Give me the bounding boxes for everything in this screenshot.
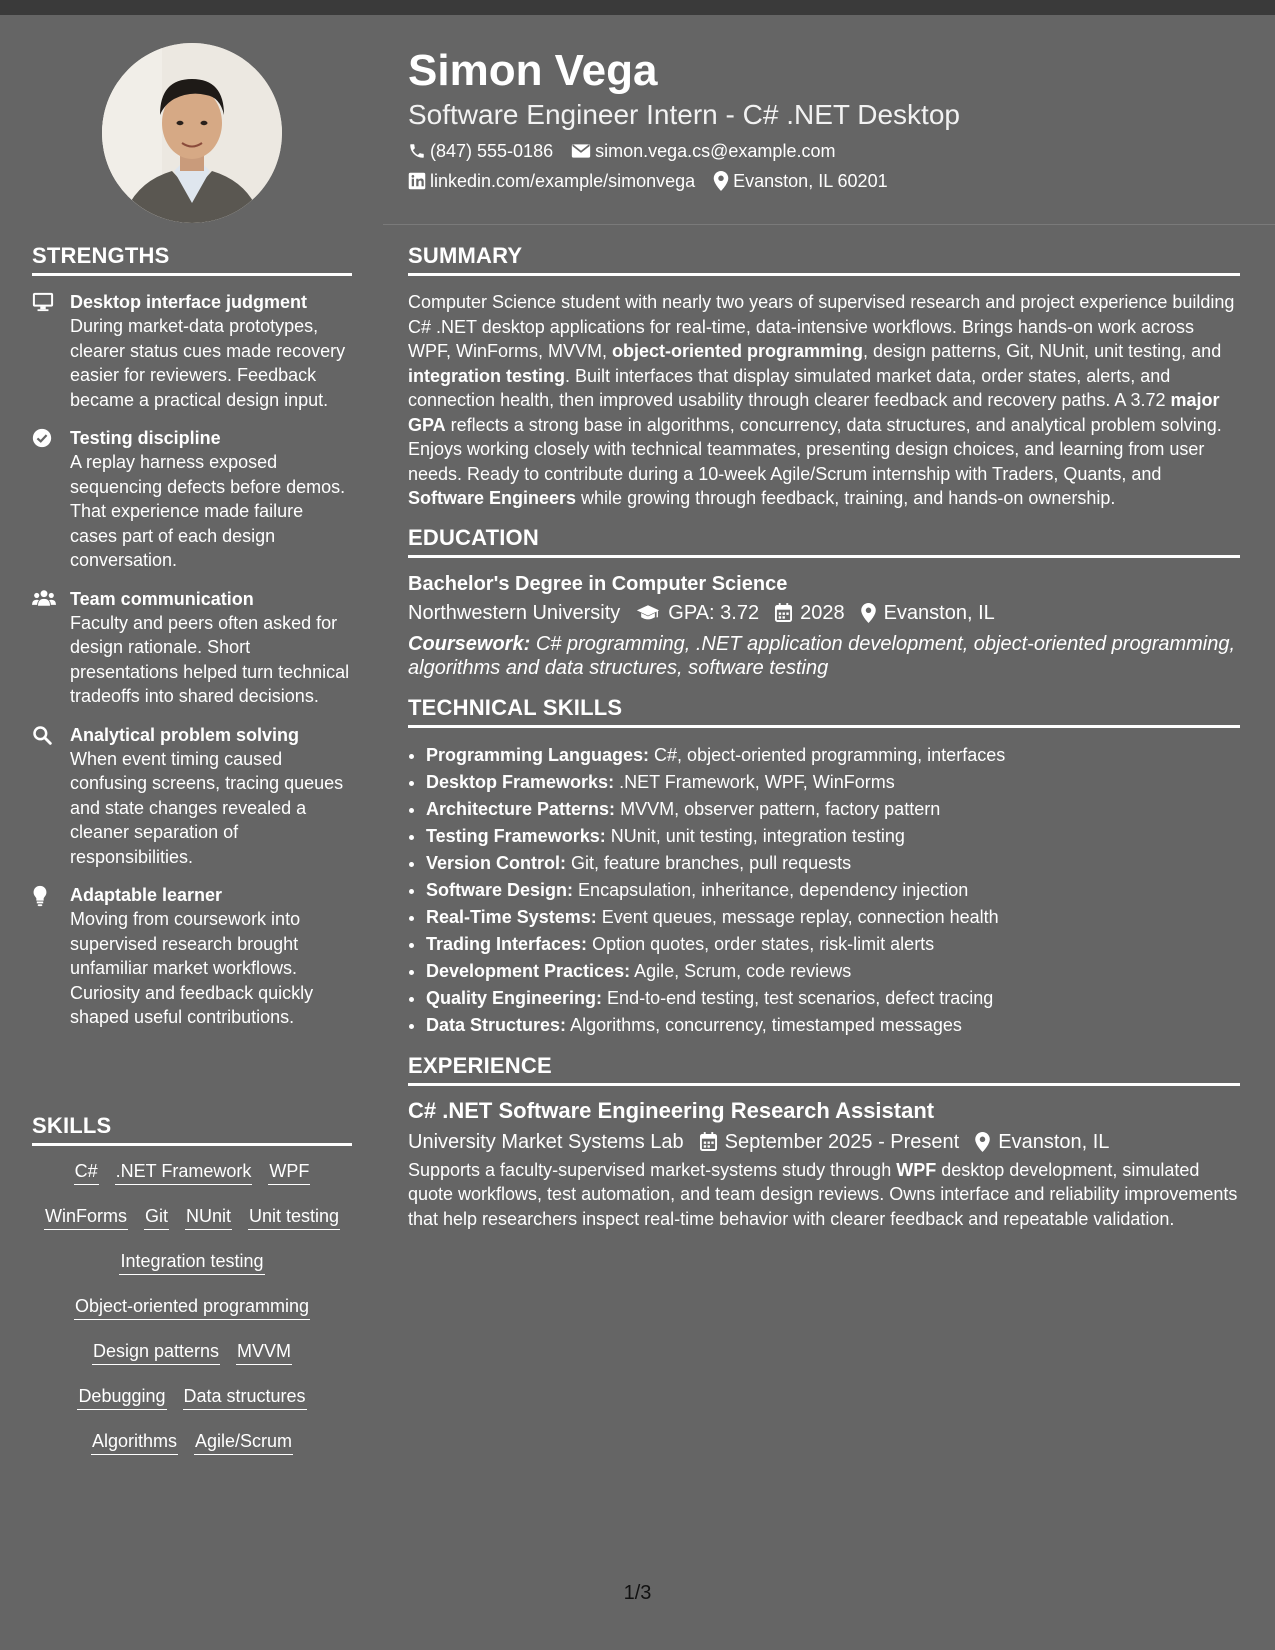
resume-page <box>0 15 1275 1650</box>
desc-part: desktop development, simulated quote workflows, test automation, and team design reviews. Owns interface and reliability improvements that help researchers inspect real-time behavior with clearer feedback and repeatable validation. <box>408 1159 1238 1229</box>
strength-desc: Moving from coursework into supervised research brought unfamiliar market workflows. Curiosity and feedback quickly shaped useful contributions. <box>70 909 314 1027</box>
skill-label: Data Structures: <box>426 1014 567 1035</box>
skill-chip: MVVM <box>236 1340 292 1365</box>
experience-description <box>408 1158 1240 1232</box>
strength-item <box>32 587 352 709</box>
skill-label: Real-Time Systems: <box>426 906 597 927</box>
graduation-year: 2028 <box>800 601 845 624</box>
school-name: Northwestern University <box>408 601 621 624</box>
location-text: Evanston, IL 60201 <box>733 171 888 191</box>
exp-location-group <box>975 1126 1109 1158</box>
gpa-group <box>636 598 759 628</box>
experience-title: EXPERIENCE <box>408 1053 1240 1086</box>
skill-chip: Debugging <box>77 1385 166 1410</box>
calendar-icon <box>775 603 792 622</box>
education-section <box>408 525 1240 681</box>
list-item <box>426 850 1240 877</box>
calendar-icon <box>700 1132 717 1151</box>
degree-name: Bachelor's Degree in Computer Science <box>408 572 788 595</box>
strength-item <box>32 426 352 573</box>
summary-part: . Built interfaces that display simulated market data, order states, alerts, and connection health, then improved usability through clearer feedback and recovery paths. A 3.72 <box>408 365 1171 410</box>
skill-value: Option quotes, order states, risk-limit alerts <box>592 933 935 954</box>
desc-part-bold: WPF <box>896 1159 937 1180</box>
email-address[interactable]: simon.vega.cs@example.com <box>595 141 836 161</box>
skill-label: Version Control: <box>426 852 567 873</box>
skill-chip: Git <box>144 1205 169 1230</box>
skill-label: Testing Frameworks: <box>426 825 606 846</box>
skill-chip-row <box>32 1205 352 1231</box>
skill-value: Event queues, message replay, connection health <box>601 906 999 927</box>
strength-desc: Faculty and peers often asked for design rationale. Short presentations helped turn technical tradeoffs into shared decisions. <box>70 612 350 706</box>
coursework-list: C# programming, .NET application development, object-oriented programming, algorithms and data structures, software testing <box>408 632 1236 679</box>
skill-chip: Data structures <box>183 1385 307 1410</box>
edu-location-group <box>861 598 995 628</box>
strength-item <box>32 723 352 870</box>
skill-label: Programming Languages: <box>426 744 650 765</box>
summary-part: while growing through feedback, training, and hands-on ownership. <box>576 488 1116 508</box>
graduation-cap-icon <box>636 604 660 622</box>
strength-title: Team communication <box>70 588 254 609</box>
summary-part-bold: major GPA <box>408 390 1220 435</box>
list-item <box>426 985 1240 1012</box>
list-item <box>426 877 1240 904</box>
lightbulb-icon <box>32 883 70 1030</box>
skill-chip: .NET Framework <box>115 1160 253 1185</box>
skill-chip: Agile/Scrum <box>194 1430 293 1455</box>
skill-chip-row <box>32 1250 352 1276</box>
candidate-name: Simon Vega <box>408 46 658 95</box>
skill-chip: NUnit <box>185 1205 232 1230</box>
check-circle-icon <box>32 426 70 573</box>
strength-title: Desktop interface judgment <box>70 292 308 312</box>
year-group <box>775 598 845 628</box>
strength-item <box>32 290 352 412</box>
summary-text <box>408 290 1240 511</box>
summary-part-bold: object-oriented programming <box>612 341 864 361</box>
strengths-section <box>32 243 352 1044</box>
profile-photo <box>102 43 282 223</box>
skill-label: Desktop Frameworks: <box>426 771 615 792</box>
technical-skills-list <box>408 742 1240 1039</box>
map-pin-icon <box>975 1132 990 1152</box>
skill-chip: C# <box>74 1160 99 1185</box>
map-pin-icon <box>861 603 876 623</box>
skill-chip-row <box>32 1385 352 1411</box>
skill-label: Quality Engineering: <box>426 987 603 1008</box>
list-item <box>426 958 1240 985</box>
linkedin-icon <box>408 172 426 190</box>
strength-title: Testing discipline <box>70 428 221 448</box>
strength-desc: When event timing caused confusing screens, tracing queues and state changes revealed a cleaner separation of responsibilities. <box>70 748 344 867</box>
organization-name: University Market Systems Lab <box>408 1130 684 1153</box>
summary-section <box>408 243 1240 511</box>
page-number: 1/3 <box>623 1582 652 1604</box>
skill-chip-row <box>32 1340 352 1366</box>
strength-title: Adaptable learner <box>70 885 223 905</box>
candidate-role: Software Engineer Intern - C# .NET Desktop <box>408 99 960 130</box>
skill-chip: Algorithms <box>91 1430 178 1455</box>
linkedin-contact <box>408 169 695 193</box>
experience-meta <box>408 1126 1240 1158</box>
technical-skills-section <box>408 695 1240 1039</box>
contact-row-2 <box>408 169 1248 193</box>
skill-label: Software Design: <box>426 879 574 900</box>
skill-chip-row <box>32 1295 352 1321</box>
skill-value: Algorithms, concurrency, timestamped messages <box>570 1014 962 1035</box>
strength-desc: A replay harness exposed sequencing defects before demos. That experience made failure cases part of each design conversation. <box>70 452 346 570</box>
phone-number[interactable]: (847) 555-0186 <box>430 141 554 161</box>
summary-part: reflects a strong base in algorithms, concurrency, data structures, and analytical problem solving. Enjoys working closely with technical teammates, presenting design choices, and learning from user needs. Ready to contribute during a 10-week Agile/Scrum internship with Traders, Quants, and <box>408 414 1222 484</box>
summary-title: SUMMARY <box>408 243 1240 276</box>
skill-value: Git, feature branches, pull requests <box>571 852 852 873</box>
strength-item <box>32 883 352 1030</box>
list-item <box>426 931 1240 958</box>
skill-chip: Unit testing <box>248 1205 340 1230</box>
linkedin-url[interactable]: linkedin.com/example/simonvega <box>430 171 696 191</box>
contact-row-1 <box>408 139 1248 163</box>
skill-label: Architecture Patterns: <box>426 798 616 819</box>
skill-chip: Design patterns <box>92 1340 220 1365</box>
top-bar <box>0 0 1275 15</box>
summary-part: , design patterns, Git, NUnit, unit testing, and <box>863 341 1222 361</box>
skill-value: End-to-end testing, test scenarios, defect tracing <box>607 987 994 1008</box>
email-contact <box>571 139 835 163</box>
skills-title: SKILLS <box>32 1113 352 1146</box>
strengths-title: STRENGTHS <box>32 243 352 276</box>
skill-label: Development Practices: <box>426 960 631 981</box>
skill-value: Agile, Scrum, code reviews <box>634 960 852 981</box>
list-item <box>426 742 1240 769</box>
skill-chip-row <box>32 1430 352 1456</box>
skill-chip: WPF <box>268 1160 310 1185</box>
list-item <box>426 904 1240 931</box>
skills-section <box>32 1113 352 1475</box>
skill-chip-row <box>32 1160 352 1186</box>
education-meta <box>408 598 1240 628</box>
skill-value: Encapsulation, inheritance, dependency injection <box>578 879 969 900</box>
technical-skills-title: TECHNICAL SKILLS <box>408 695 1240 728</box>
job-title: C# .NET Software Engineering Research Assistant <box>408 1097 935 1123</box>
skill-chips <box>32 1160 352 1456</box>
desc-part: Supports a faculty-supervised market-systems study through <box>408 1159 897 1180</box>
skill-value: .NET Framework, WPF, WinForms <box>619 771 895 792</box>
users-icon <box>32 587 70 709</box>
experience-section <box>408 1053 1240 1232</box>
list-item <box>426 823 1240 850</box>
envelope-icon <box>571 143 591 159</box>
main-column <box>408 243 1240 1245</box>
list-item <box>426 1012 1240 1039</box>
dates-group <box>700 1126 960 1158</box>
skill-chip: Object-oriented programming <box>74 1295 310 1320</box>
strength-desc: During market-data prototypes, clearer status cues made recovery easier for reviewers. Feedback became a practical design input. <box>70 316 346 410</box>
phone-contact <box>408 139 553 163</box>
location-contact <box>713 169 887 193</box>
map-pin-icon <box>713 171 729 191</box>
education-title: EDUCATION <box>408 525 1240 558</box>
skill-chip: Integration testing <box>119 1250 264 1275</box>
phone-icon <box>408 142 426 160</box>
skill-value: MVVM, observer pattern, factory pattern <box>620 798 941 819</box>
strength-title: Analytical problem solving <box>70 724 300 745</box>
monitor-icon <box>32 290 70 412</box>
coursework-label: Coursework: <box>408 632 531 655</box>
education-location: Evanston, IL <box>883 601 995 624</box>
coursework <box>408 632 1240 681</box>
skill-chip: WinForms <box>44 1205 128 1230</box>
list-item <box>426 796 1240 823</box>
summary-part-bold: Software Engineers <box>408 488 577 508</box>
search-icon <box>32 723 70 870</box>
skill-value: C#, object-oriented programming, interfaces <box>654 744 1006 765</box>
gpa-value: GPA: 3.72 <box>668 601 760 624</box>
experience-location: Evanston, IL <box>998 1130 1110 1153</box>
summary-part: Computer Science student with nearly two years of supervised research and project experience building C# .NET desktop applications for real-time, data-intensive workflows. Brings hands-on work across WPF, WinForms, MVVM, <box>408 292 1235 361</box>
employment-dates: September 2025 - Present <box>724 1130 960 1153</box>
skill-label: Trading Interfaces: <box>426 933 588 954</box>
resume-header <box>408 45 1248 193</box>
header-divider <box>383 224 1275 225</box>
list-item <box>426 769 1240 796</box>
summary-part-bold: integration testing <box>408 365 565 386</box>
skill-value: NUnit, unit testing, integration testing <box>610 825 905 846</box>
